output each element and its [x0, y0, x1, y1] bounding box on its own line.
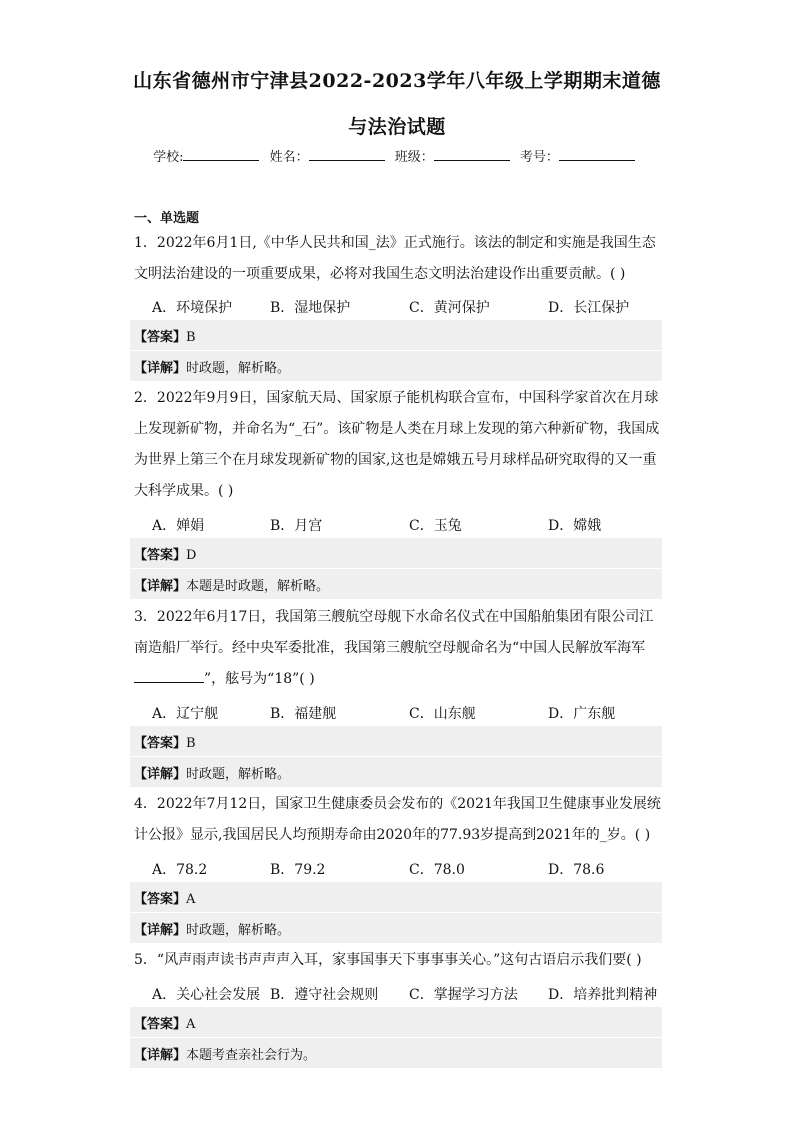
detail-box	[130, 757, 662, 787]
option-c: C．掌握学习方法	[409, 987, 518, 1003]
question-text: 1．2022年6月1日,《中华人民共和国_法》正式施行。该法的制定和实施是我国生态	[134, 235, 656, 251]
answer-label: 【答案】	[134, 548, 187, 563]
detail-value: 时政题，解析略。	[186, 923, 291, 938]
detail-label: 【详解】	[134, 579, 187, 594]
name-blank	[309, 148, 385, 161]
answer-value: D	[186, 548, 197, 563]
option-c: C．山东舰	[409, 706, 476, 722]
answer-value: B	[186, 736, 196, 751]
option-b: B．湿地保护	[270, 300, 351, 316]
option-d: D．长江保护	[548, 300, 630, 316]
answer-label: 【答案】	[134, 736, 187, 751]
question-text: 4．2022年7月12日，国家卫生健康委员会发布的《2021年我国卫生健康事业发展统	[134, 796, 661, 812]
exam-title-line1: 山东省德州市宁津县2022-2023学年八年级上学期期末道德	[133, 70, 661, 92]
question-1	[134, 228, 662, 290]
answer-box	[130, 320, 662, 350]
option-d: D．嫦娥	[548, 518, 602, 534]
answer-box	[130, 538, 662, 568]
option-d: D．广东舰	[548, 706, 616, 722]
answer-value: A	[186, 892, 196, 907]
answer-value: B	[186, 330, 196, 345]
detail-value: 本题是时政题，解析略。	[186, 579, 330, 594]
question-4	[134, 789, 662, 851]
answer-label: 【答案】	[134, 330, 187, 345]
detail-box	[130, 351, 662, 381]
exam-title-line2: 与法治试题	[348, 116, 446, 138]
question-3	[134, 602, 662, 695]
detail-value: 本题考查亲社会行为。	[186, 1048, 317, 1063]
question-text: 南造船厂举行。经中央军委批准，我国第三艘航空母舰命名为“中国人民解放军海军	[134, 640, 646, 656]
question-text: ”，舷号为“18”( )	[204, 671, 315, 687]
answer-label: 【答案】	[134, 892, 187, 907]
option-b: B．月宫	[270, 518, 323, 534]
option-c: C．黄河保护	[409, 300, 490, 316]
detail-label: 【详解】	[134, 767, 187, 782]
question-text: 5．“风声雨声读书声声声入耳，家事国事天下事事事关心。”这句古语启示我们要( )	[134, 952, 642, 968]
detail-box	[130, 1038, 662, 1068]
option-c: C．78.0	[409, 862, 465, 878]
answer-box	[130, 1007, 662, 1037]
option-d: D．78.6	[548, 862, 605, 878]
option-d: D．培养批判精神	[548, 987, 658, 1003]
question-text: 计公报》显示,我国居民人均预期寿命由2020年的77.93岁提高到2021年的_岁。( )	[134, 827, 651, 843]
question-text: 为世界上第三个在月球发现新矿物的国家,这也是嫦娥五号月球样品研究取得的又一重	[134, 452, 657, 468]
school-label: 学校:	[153, 150, 184, 165]
detail-value: 时政题，解析略。	[186, 361, 291, 376]
class-label: 班级：	[394, 150, 434, 165]
option-a: A．婵娟	[152, 518, 205, 534]
question-text: 文明法治建设的一项重要成果，必将对我国生态文明法治建设作出重要贡献。( )	[134, 266, 626, 282]
student-info-row	[0, 146, 794, 165]
fill-blank	[134, 666, 204, 683]
question-5	[134, 945, 662, 976]
option-a: A．78.2	[152, 862, 208, 878]
question-text: 上发现新矿物，并命名为“_石”。该矿物是人类在月球上发现的第六种新矿物，我国成	[134, 421, 660, 437]
question-text: 大科学成果。( )	[134, 483, 234, 499]
number-label: 考号：	[519, 150, 559, 165]
answer-box	[130, 882, 662, 912]
answer-box	[130, 726, 662, 756]
option-a: A．环境保护	[152, 300, 233, 316]
option-b: B．79.2	[270, 862, 326, 878]
option-c: C．玉兔	[409, 518, 462, 534]
answer-label: 【答案】	[134, 1017, 187, 1032]
question-text: 2．2022年9月9日，国家航天局、国家原子能机构联合宣布，中国科学家首次在月球	[134, 390, 659, 406]
detail-value: 时政题，解析略。	[186, 767, 291, 782]
option-b: B．福建舰	[270, 706, 337, 722]
class-blank	[434, 148, 510, 161]
question-text: 3．2022年6月17日，我国第三艘航空母舰下水命名仪式在中国船舶集团有限公司江	[134, 609, 654, 625]
answer-value: A	[186, 1017, 196, 1032]
detail-box	[130, 569, 662, 599]
option-a: A．辽宁舰	[152, 706, 219, 722]
detail-label: 【详解】	[134, 923, 187, 938]
name-label: 姓名：	[269, 150, 309, 165]
section-heading: 一、单选题	[134, 211, 200, 226]
school-blank	[183, 148, 259, 161]
detail-label: 【详解】	[134, 361, 187, 376]
question-2	[134, 383, 662, 507]
option-a: A．关心社会发展	[152, 987, 261, 1003]
number-blank	[559, 148, 635, 161]
detail-label: 【详解】	[134, 1048, 187, 1063]
detail-box	[130, 913, 662, 943]
option-b: B．遵守社会规则	[270, 987, 379, 1003]
